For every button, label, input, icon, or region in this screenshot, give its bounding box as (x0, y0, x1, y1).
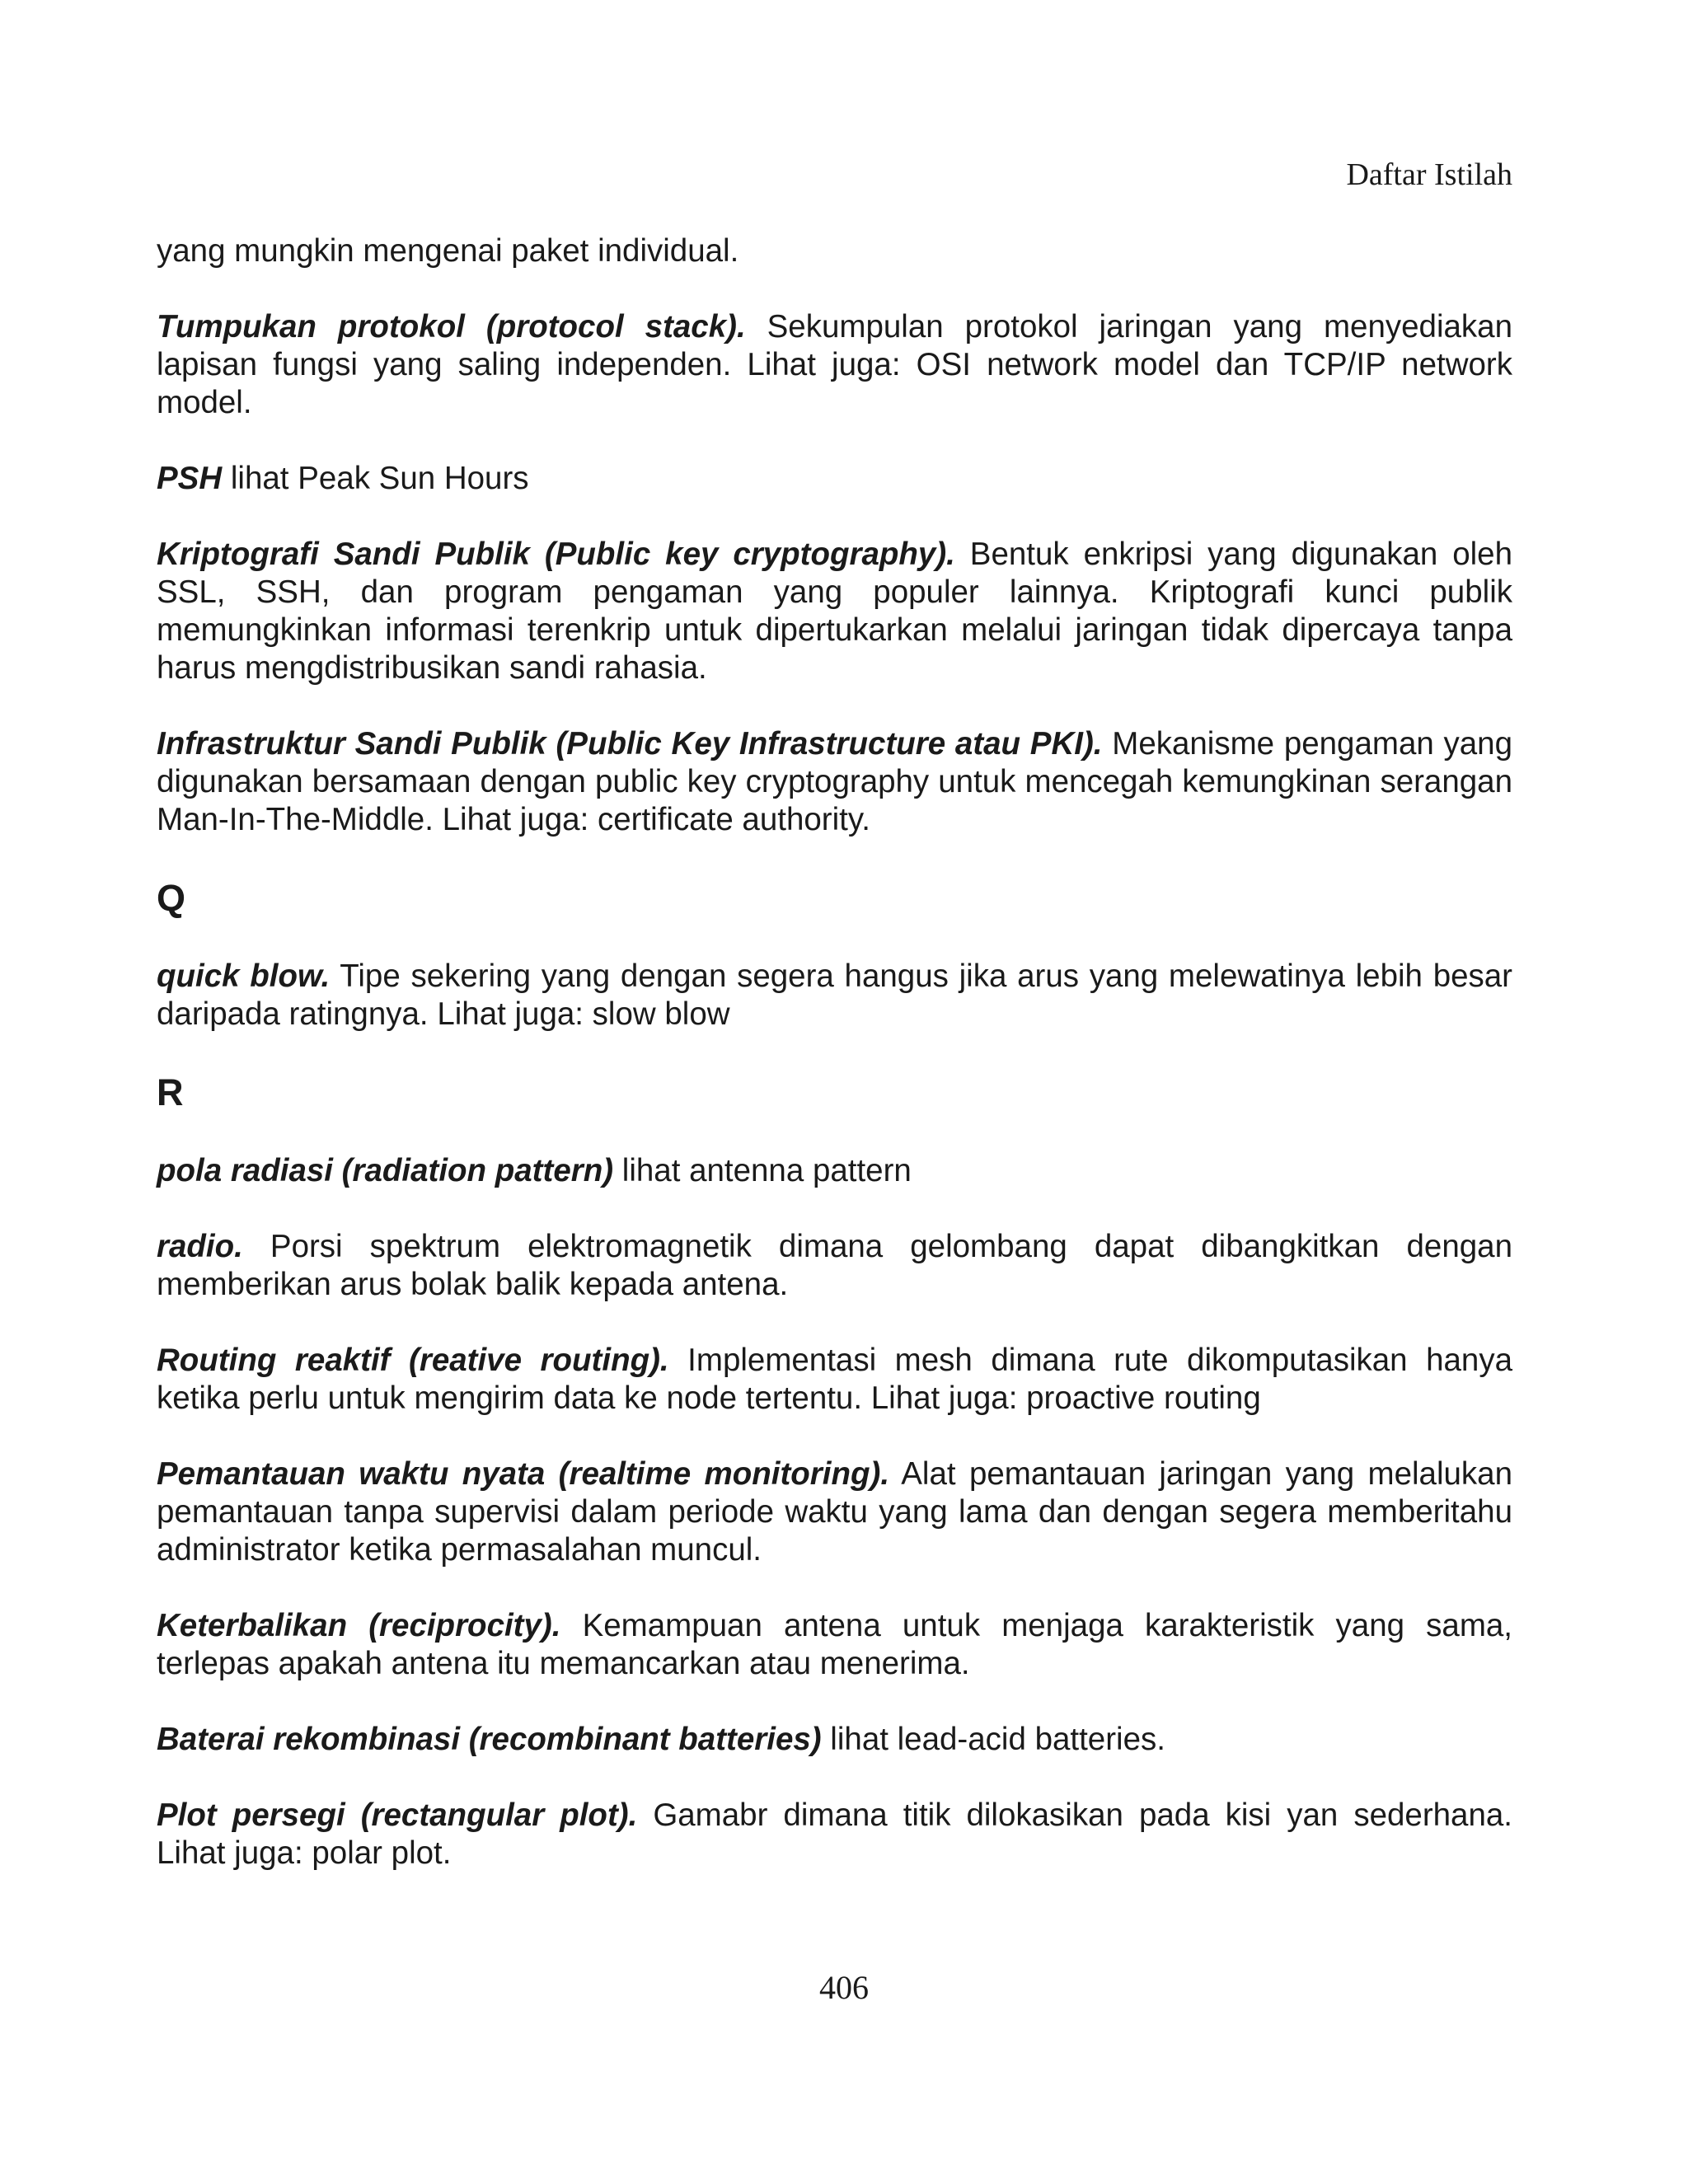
glossary-entry (157, 1455, 1512, 1569)
section-heading-r: R (157, 1071, 184, 1113)
glossary-entry (157, 1797, 1512, 1872)
entry-text: Kemampuan antena untuk menjaga karakteristik yang sama, terlepas apakah antena itu memancarkan atau menerima. (157, 1608, 1512, 1681)
entry-term: quick blow. (157, 958, 331, 994)
glossary-entry (157, 460, 1512, 498)
glossary-content (157, 232, 1512, 1910)
entry-text: lihat Peak Sun Hours (222, 461, 529, 496)
entry-text: lihat antenna pattern (613, 1153, 912, 1188)
entry-text: lihat lead-acid batteries. (821, 1722, 1165, 1757)
glossary-entry (157, 1152, 1512, 1190)
page-number: 406 (819, 1969, 869, 2006)
glossary-entry (157, 1607, 1512, 1683)
glossary-entry (157, 308, 1512, 422)
entry-term: Infrastruktur Sandi Publik (Public Key Infrastructure atau PKI). (157, 726, 1103, 762)
glossary-entry (157, 1721, 1512, 1759)
entry-text: Bentuk enkripsi yang digunakan oleh SSL, SSH, dan program pengaman yang populer lainnya. Kriptografi kunci publik memungkinkan informasi terenkrip untuk dipertukarkan melalui jaringan tidak dipercaya tanpa harus mengdistribusikan sandi rahasia. (157, 537, 1512, 686)
entry-term: Baterai rekombinasi (recombinant batteries) (157, 1722, 822, 1757)
entry-term: Plot persegi (rectangular plot). (157, 1797, 638, 1833)
entry-term: PSH (157, 461, 223, 496)
entry-text: Alat pemantauan jaringan yang melalukan pemantauan tanpa supervisi dalam periode waktu yang lama dan dengan segera memberitahu administrator ketika permasalahan muncul. (157, 1456, 1512, 1568)
entry-term: Pemantauan waktu nyata (realtime monitoring). (157, 1456, 890, 1492)
entry-text: Porsi spektrum elektromagnetik dimana gelombang dapat dibangkitkan dengan memberikan arus bolak balik kepada antena. (157, 1229, 1512, 1302)
entry-text: Gamabr dimana titik dilokasikan pada kisi yan sederhana. Lihat juga: polar plot. (157, 1797, 1512, 1871)
entry-text: yang mungkin mengenai paket individual. (157, 233, 739, 269)
entry-term: Tumpukan protokol (protocol stack). (157, 309, 746, 344)
entry-text: Sekumpulan protokol jaringan yang menyediakan lapisan fungsi yang saling independen. Lihat juga: OSI network model dan TCP/IP network model. (157, 309, 1512, 420)
entry-term: radio. (157, 1229, 243, 1264)
entry-text: Implementasi mesh dimana rute dikomputasikan hanya ketika perlu untuk mengirim data ke node tertentu. Lihat juga: proactive routing (157, 1343, 1513, 1416)
entry-text: Tipe sekering yang dengan segera hangus jika arus yang melewatinya lebih besar daripada ratingnya. Lihat juga: slow blow (157, 958, 1513, 1032)
glossary-entry (157, 232, 1512, 270)
glossary-entry (157, 725, 1512, 839)
glossary-entry (157, 536, 1512, 687)
entry-text: Mekanisme pengaman yang digunakan bersamaan dengan public key cryptography untuk mencegah kemungkinan serangan Man-In-The-Middle. Lihat juga: certificate authority. (157, 726, 1512, 837)
page-header-title: Daftar Istilah (1346, 157, 1512, 192)
glossary-entry (157, 1342, 1512, 1418)
entry-term: Kriptografi Sandi Publik (Public key cryptography). (157, 537, 955, 572)
entry-term: Routing reaktif (reative routing). (157, 1343, 669, 1378)
glossary-entry (157, 1228, 1512, 1304)
section-heading-q: Q (157, 877, 186, 919)
entry-term: Keterbalikan (reciprocity). (157, 1608, 561, 1643)
glossary-entry (157, 958, 1512, 1033)
entry-term: pola radiasi (radiation pattern) (157, 1153, 614, 1188)
